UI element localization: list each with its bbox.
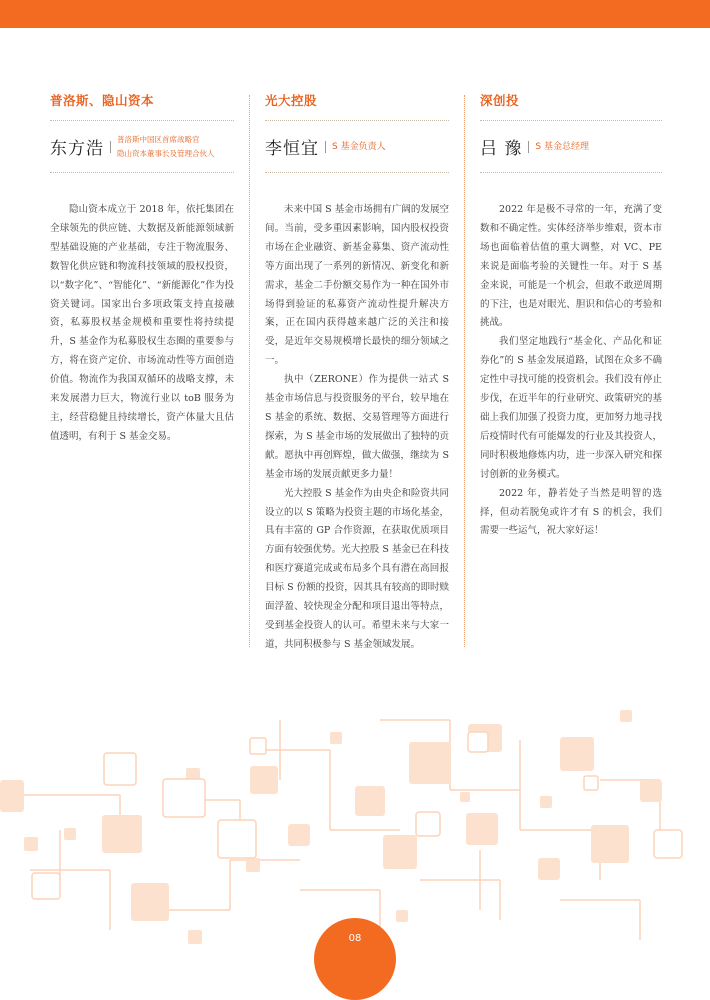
name-separator — [325, 141, 326, 153]
person-roles — [117, 133, 215, 161]
person-role: S 基金总经理 — [535, 141, 589, 152]
column-2 — [265, 90, 449, 655]
page-number: 08 — [348, 933, 362, 944]
paragraph: 未来中国 S 基金市场拥有广阔的发展空间。当前，受多重因素影响，国内股权投资市场在企业融资、新基金募集、资产流动性等方面出现了一系列的新情况、新变化和新需求，基金二手份额交易作为一种在国外市场得到验证的私募资产流动性提升解决方案，正在国内获得越来越广泛的关注和接受，是近年交易规模增长最快的细分领域之一。 — [265, 204, 449, 367]
column-1 — [50, 90, 234, 447]
page-number-badge — [314, 918, 396, 1000]
person-header — [265, 121, 449, 172]
vertical-dotted-divider — [464, 95, 465, 647]
paragraph: 2022 年，静若处子当然是明智的选择，但动若脱兔或许才有 S 的机会，我们需要一些运气，祝大家好运！ — [480, 487, 662, 537]
dotted-divider — [50, 172, 234, 173]
paragraph: 隐山资本成立于 2018 年，依托集团在全球领先的供应链、大数据及新能源领域新型基础设施的产业基础，专注于物流服务、数智化供应链和物流科技领域的股权投资，以“数字化”、“智能化”、“新能源化”作为投资关键词。国家出台多项政策支持直接融资，私募股权基金规模和重要性将持续提升，S 基金作为私募股权生态圈的重要参与方，将在资产定价、市场流动性等方面创造价值。物流作为我国双循环的战略支撑，未来发展潜力巨大，物流行业以 toB 服务为主，经营稳健且持续增长，资产体量大且估值透明，有利于 S 基金交易。 — [50, 204, 234, 442]
column-body — [480, 201, 662, 541]
org-title: 深创投 — [480, 93, 520, 108]
person-name: 李恒宜 — [265, 139, 319, 159]
vertical-dotted-divider — [249, 95, 250, 647]
paragraph: 2022 年是极不寻常的一年，充满了变数和不确定性。实体经济举步维艰，资本市场也面临着估值的重大调整，对 VC、PE 来说是面临考验的关键性一年。对于 S 基金来说，可能是一个机会，但敢不敢逆周期的下注，也是对眼光、胆识和信心的考验和挑战。 — [480, 204, 662, 329]
person-header — [480, 121, 662, 172]
person-role: 隐山资本董事长及管理合伙人 — [117, 148, 215, 158]
org-title: 普洛斯、隐山资本 — [50, 93, 155, 108]
paragraph: 光大控股 S 基金作为由央企和险资共同设立的以 S 策略为投资主题的市场化基金，具有丰富的 GP 合作资源，在获取优质项目方面有较强优势。光大控股 S 基金已在科技和医疗赛道完成或布局多个具有潜在高回报目标 S 份额的投资，因其具有较高的即时赎面浮盈、较快现金分配和项目退出等特点，受到基金投资人的认可。希望未来与大家一道，共同积极参与 S 基金领域发展。 — [265, 487, 449, 650]
top-accent-bar — [0, 0, 710, 28]
column-body — [50, 201, 234, 447]
org-title: 光大控股 — [265, 93, 318, 108]
paragraph: 我们坚定地践行“基金化、产品化和证券化”的 S 基金发展道路，试图在众多不确定性中寻找可能的投资机会。我们没有停止步伐，在近半年的行业研究、政策研究的基础上我们加强了投资力度，更加努力地寻找后疫情时代有可能爆发的行业及其投资人，同时积极地修炼内功，进一步深入研究和探讨创新的业务模式。 — [480, 336, 662, 480]
dotted-divider — [480, 172, 662, 173]
name-separator — [110, 141, 111, 153]
person-name: 吕 豫 — [480, 139, 523, 159]
paragraph: 执中（ZERONE）作为提供一站式 S 基金市场信息与投资服务的平台，较早地在 S 基金的系统、数据、交易管理等方面进行探索，为 S 基金市场的发展做出了独特的贡献。愿执中再创辉煌，做大做强，继续为 S 基金市场的发展贡献更多力量！ — [265, 374, 449, 480]
column-3 — [480, 90, 662, 541]
person-name: 东方浩 — [50, 139, 104, 159]
dotted-divider — [265, 172, 449, 173]
name-separator — [528, 141, 529, 153]
person-header — [50, 121, 234, 172]
column-body — [265, 201, 449, 655]
person-role: 普洛斯中国区首席战略官 — [117, 134, 200, 144]
person-role: S 基金负责人 — [332, 141, 386, 152]
